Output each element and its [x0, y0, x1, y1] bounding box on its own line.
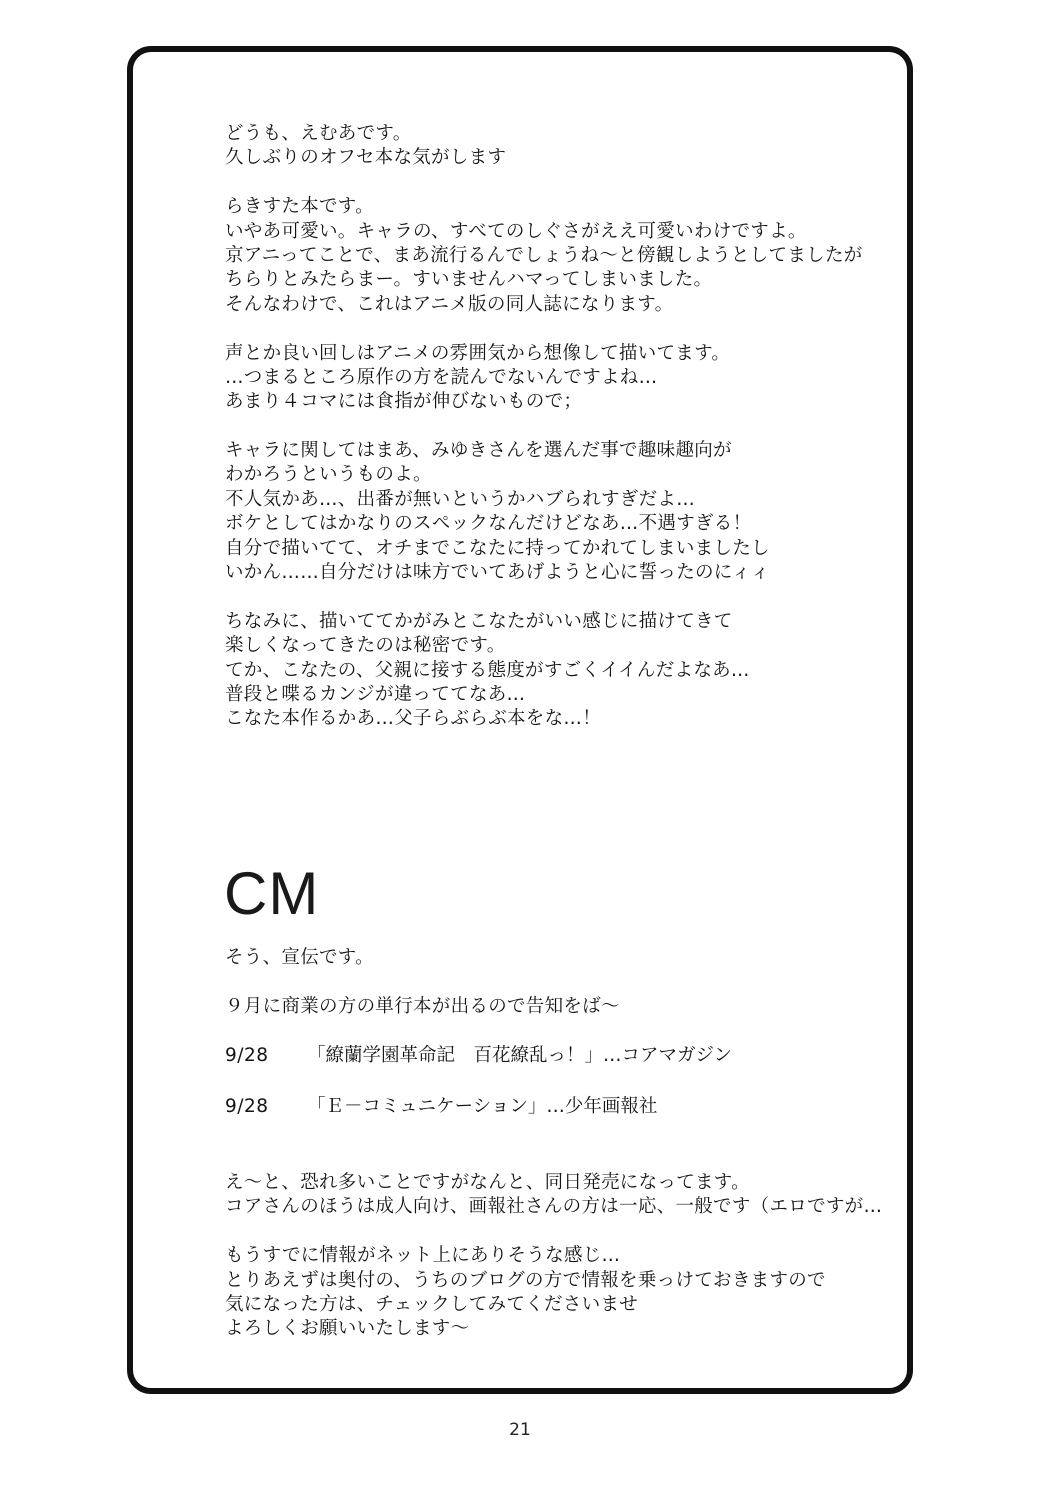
text-line: 不人気かあ…、出番が無いというかハブられすぎだよ… [225, 488, 696, 510]
text-line: ちなみに、描いててかがみとこなたがいい感じに描けてきて [225, 610, 733, 632]
cm-heading: CM [224, 860, 320, 927]
text-line: こなた本作るかあ…父子らぶらぶ本をな…！ [225, 708, 602, 730]
text-line: キャラに関してはまあ、みゆきさんを選んだ事で趣味趣向が [225, 440, 732, 462]
text-line: 久しぶりのオフセ本な気がします [225, 147, 507, 169]
text-line: 京アニってことで、まあ流行るんでしょうね～と傍観しようとしてましたが [225, 244, 863, 266]
release-entry [225, 1095, 657, 1119]
release-entry [225, 1044, 732, 1068]
page-number: 21 [509, 1420, 531, 1440]
text-line: 自分で描いてて、オチまでこなたに持ってかれてしまいましたし [225, 537, 770, 559]
text-line: どうも、えむあです。 [225, 123, 412, 144]
text-line: …つまるところ原作の方を読んでないんですよね… [225, 366, 658, 388]
text-line: あまり４コマには食指が伸びないもので； [225, 391, 583, 413]
text-line: え～と、恐れ多いことですがなんと、同日発売になってます。 [225, 1172, 750, 1193]
text-line: コアさんのほうは成人向け、画報社さんの方は一応、一般です（エロですが… [225, 1196, 883, 1218]
text-line [225, 171, 885, 195]
text-line: もうすでに情報がネット上にありそうな感じ… [225, 1245, 621, 1267]
text-line: らきすた本です。 [225, 196, 374, 218]
text-line: てか、こなたの、父親に接する態度がすごくイイんだよなあ… [225, 659, 750, 681]
text-line [225, 317, 885, 341]
text-line [225, 585, 885, 609]
text-line [225, 415, 885, 439]
text-line: わかろうというものよ。 [225, 464, 432, 486]
outro-text [225, 1171, 885, 1342]
text-line: よろしくお願いいたします～ [225, 1318, 470, 1340]
text-line: ちらりとみたらまー。すいませんハマってしまいました。 [225, 269, 713, 291]
text-line [225, 1220, 885, 1244]
cm-subtitle: そう、宣伝です。 [225, 947, 374, 968]
text-line: 声とか良い回しはアニメの雰囲気から想像して描いてます。 [225, 342, 731, 364]
text-line: とりあえずは奥付の、うちのブログの方で情報を乗っけておきますので [225, 1269, 826, 1291]
release-title: 「Ｅ－コミュニケーション」…少年画報社 [307, 1096, 658, 1117]
release-title: 「繚蘭学園革命記 百花繚乱っ！」…コアマガジン [307, 1045, 733, 1066]
cm-notice: ９月に商業の方の単行本が出るので告知をば～ [225, 996, 620, 1017]
release-date: 9/28 [225, 1096, 269, 1117]
intro-text [225, 122, 885, 732]
text-line: いやあ可愛い。キャラの、すべてのしぐさがええ可愛いわけですよ。 [225, 220, 807, 242]
text-line: 気になった方は、チェックしてみてくださいませ [225, 1293, 639, 1315]
text-line: 楽しくなってきたのは秘密です。 [225, 635, 506, 657]
text-line: 普段と喋るカンジが違っててなあ… [225, 683, 526, 705]
text-line: そんなわけで、これはアニメ版の同人誌になります。 [225, 293, 674, 315]
release-date: 9/28 [225, 1045, 269, 1066]
text-line: ボケとしてはかなりのスペックなんだけどなあ…不遇すぎる！ [225, 513, 752, 535]
text-line: いかん……自分だけは味方でいてあげようと心に誓ったのにィィ [225, 562, 770, 584]
